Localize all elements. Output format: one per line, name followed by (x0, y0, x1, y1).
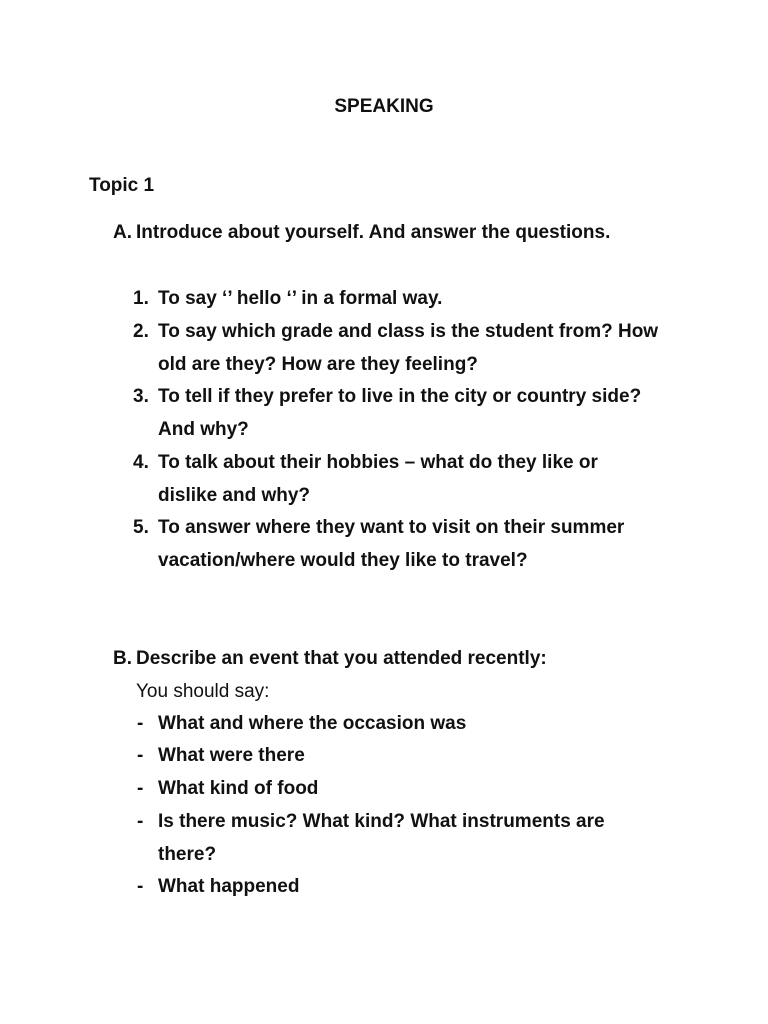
section-a-letter: A. (113, 222, 132, 243)
bullet-marker: - (137, 778, 144, 799)
bullet-marker: - (137, 811, 144, 832)
list-item-text-continued: And why? (158, 419, 249, 440)
list-item-number: 3. (133, 386, 149, 407)
bullet-item: What were there (158, 745, 305, 766)
list-item-number: 4. (133, 452, 149, 473)
topic-heading: Topic 1 (89, 175, 155, 196)
section-b-intro: You should say: (136, 681, 270, 702)
section-b-letter: B. (113, 648, 132, 669)
section-b-heading: Describe an event that you attended recently: (136, 648, 547, 669)
page-title: SPEAKING (334, 96, 434, 117)
section-a-heading: Introduce about yourself. And answer the questions. (136, 222, 611, 243)
bullet-item: What happened (158, 876, 300, 897)
list-item-text-continued: dislike and why? (158, 485, 311, 506)
list-item-text: To say which grade and class is the student from? How (158, 321, 659, 342)
list-item-text: To answer where they want to visit on their summer (158, 517, 625, 538)
list-item-number: 1. (133, 288, 149, 309)
bullet-marker: - (137, 745, 144, 766)
list-item-number: 5. (133, 517, 149, 538)
list-item-text: To say ‘’ hello ‘’ in a formal way. (158, 288, 443, 309)
bullet-marker: - (137, 876, 144, 897)
list-item-text: To tell if they prefer to live in the city or country side? (158, 386, 642, 407)
bullet-item: What and where the occasion was (158, 713, 467, 734)
list-item-number: 2. (133, 321, 149, 342)
bullet-item: What kind of food (158, 778, 319, 799)
list-item-text-continued: old are they? How are they feeling? (158, 354, 478, 375)
bullet-item-continued: there? (158, 844, 217, 865)
bullet-item: Is there music? What kind? What instruments are (158, 811, 605, 832)
list-item-text: To talk about their hobbies – what do they like or (158, 452, 598, 473)
bullet-marker: - (137, 713, 144, 734)
list-item-text-continued: vacation/where would they like to travel? (158, 550, 528, 571)
